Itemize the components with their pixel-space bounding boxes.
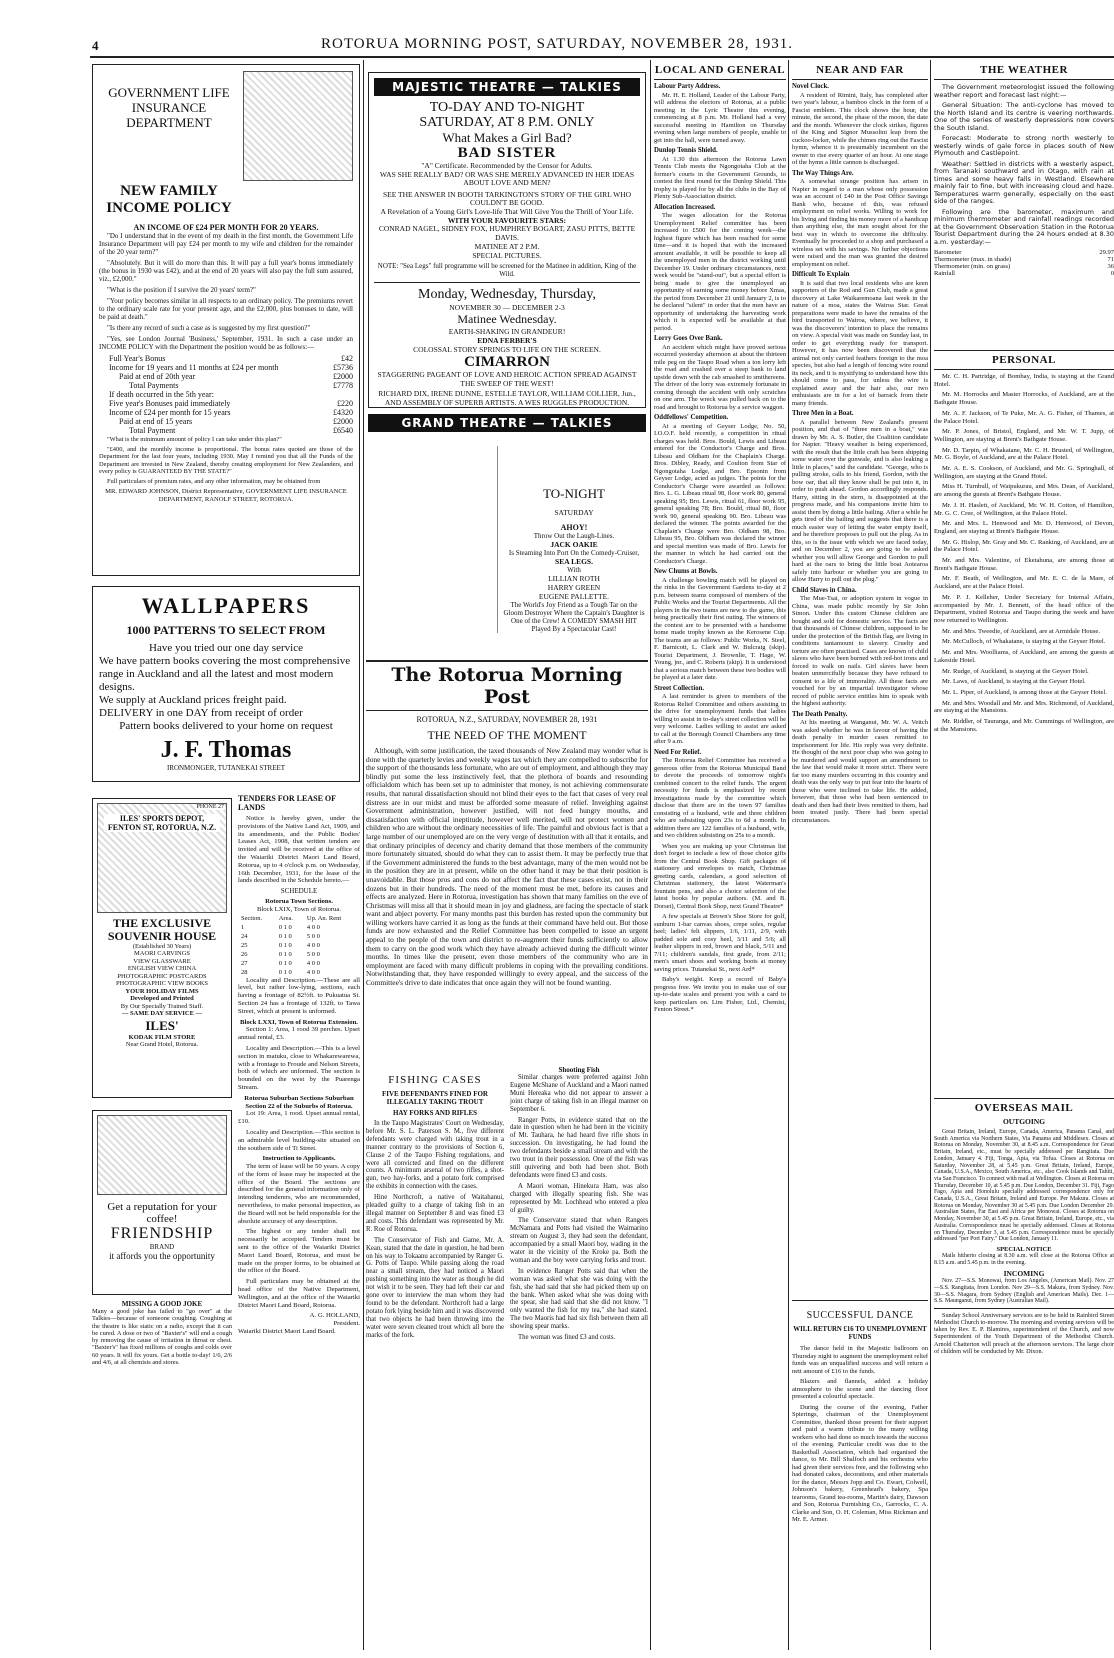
notice-paragraph: Notice is hereby given, under the provisions of the Native Land Act, 1909, and its amendments, and the Public Bodies' Leases Act, 1908, that written tenders are invited and will be received at the office of the Waiariki District Maori Land Board, Rotorua, up to 4 o'clock p.m. on Wednesday, 16th December, 1931, for the lease of the lands described in the Schedule hereto.— [238,815,360,885]
article-paragraph: Similar charges were preferred against John Eugene McShane of Auckland and a Maori named Muni Hereaka who did not appear to answer a joint charge of taking fish in an illegal manner on September 6. [510,1074,648,1113]
signature: A. G. HOLLAND, [309,1312,360,1320]
item-heading: Dunlop Tennis Shield. [654,147,718,154]
notice-subheading: SCHEDULE [280,887,318,896]
wallpapers-ad [92,586,360,782]
table-row: 25 0 1 0 4 0 0 [241,941,320,949]
ad-line: We supply at Auckland prices freight paid. [99,694,287,706]
item-text: Baby's weight. Keep a record of Baby's progress free. We invite you to make use of our up-to-date scales and present you with a card to keep particulars on. Lim Fisher, Ltd., Chemist, Fenton Street.* [654,976,786,1013]
list-item: Mr. P. J. Kelleher, Under Secretary for Internal Affairs, accompanied by Mr. J. Bennett, of the head office of the Department, visited Rotorua and Taupo during the week and have now returned to Wellington. [934,593,1114,624]
film-title: CIMARRON [464,354,550,370]
list-item: Mr. and Mrs. Woodall and Mr. and Mrs. Richmond, of Auckland, are staying at the Mansions. [934,699,1114,715]
list-item: Mr. Rudge, of Auckland, is staying at the Geyser Hotel. [942,667,1089,675]
item-heading: Difficult To Explain [792,271,850,278]
ad-line: TO-NIGHT [543,486,605,501]
ad-line: We have pattern books covering the most comprehensive range in Auckland and all the latest and most modern designs. [99,655,351,693]
iles-souvenir-ad [92,798,232,1098]
article-paragraph: Ranger Potts, in evidence stated that on the date in question when he had been in the vicinity of Mt. Tauhara, he had heard five rifle shots in succession. On investigating, he had found the two defendants beside a small stream and with the two trout in their possession. One of the fish was still quivering and both had been shot. Both defendants were fined £3 and costs. [510,1116,648,1179]
ad-line: A Revelation of a Young Girl's Love-life That Will Give You the Thrill of Your Life. [380,206,634,216]
item-heading: Labour Party Address. [654,83,721,90]
item-text: Sunday School Anniversary services are to be held in Rainbird Street Methodist Church to-morrow. The morning and evening services will be taken by Rev. E. P. Blamires, superintendent of the Church, and now Superintendent of the Youth Department of the Methodist Church. Arnold Chatterton will preach at the afternoon services. The large choir of children will be conducted by Mr. Dixon. [934,1312,1114,1355]
masthead: ROTORUA MORNING POST, SATURDAY, NOVEMBER 28, 1931. [320,36,793,52]
article-paragraph: Blazers and flannels, added a holiday atmosphere to the scene and the dancing floor presented a colourful spectacle. [792,1378,928,1400]
ad-line: "A" Certificate. Recommended by the Censor for Adults. [421,161,593,170]
ad-line: AHOY! [560,523,588,532]
item-heading: The Death Penalty. [792,710,848,718]
successful-dance-article [792,1300,928,1654]
ad-line: By Our Specially Trained Staff. [120,1002,204,1010]
article-subheading: Shooting Fish [558,1066,600,1074]
ad-line: The World's Joy Friend as a Tough Tar on the Gloom Destroyer Where the Captain's Daughter is One of the Crew! A COMEDY SMASH HIT [503,601,645,625]
ad-line: TO-DAY AND TO-NIGHT [429,100,585,115]
item-text: At a meeting of Geyser Lodge, No. 50, I.O.O.F. held recently, a competition in ritual charges was held. Bros. Bould, Lewis and Libeau entered for the Conductor's Charge and Bros. Libeau and Oldham for the Chaplain's Charge. Bros. Dibley, Ready, and Coulton from Star of Ngongotaha Lodge, and Bro. Epsonin from Geyser Lodge, acted as judges. The points for the Conductor's Charge were awarded as follows: Bro. L. G. Libeau ritual 98, floor work 80, general speaking 95; Bro. Lewis, ritual 61, floor work 95, general speaking 78; Bro. Bould, ritual 80, floor work 90, general speaking 90. Bro. Libeau was declared the winner. The points awarded for the Chaplain's Charge were Bro. Oldham 98, Bro. Libeau 95, Bro. Oldham was declared the winner and special mention was made of Bro. Lewis for the manner in which he had carried out the Conductor's Charge. [654,422,786,565]
item-text: Mr. H. E. Holland, Leader of the Labour Party, will address the electors of Rotorua, at a public meeting in the Lyric Theatre this evening, commencing at 8 p.m. Mr. Holland had a very successful meeting in Hamilton on Thursday evening when large numbers of people, unable to get into the hall, were turned away. [654,91,786,144]
ad-paragraph: "Do I understand that in the event of my death in the first month, the Government Life Insurance Department will pay £24 per month to my wife and children for the remainder of the 20 year term?" [99,232,353,256]
near-and-far-column [792,64,928,1194]
advertiser-name: ILES' [145,1017,179,1033]
ad-paragraph: "Is there any record of such a case as is suggested by my first question?" [107,324,311,332]
masthead-rule [90,56,1114,58]
notice-subheading: Instruction to Applicants. [262,1155,336,1163]
ad-lead: AN INCOME OF £24 PER MONTH FOR 20 YEARS. [133,223,319,232]
weather-text: The Government meteorologist issued the following weather report and forecast last night:— [934,83,1114,99]
ad-paragraph: "£400, and the monthly income is proportional. The bonus rates quoted are those of the Department for the last four years, including 1930. May I remind you that all the Funds of the Department are invested in New Zealand, thereby creating employment for New Zealanders, and every policy is GUARANTEED BY THE STATE?" [99,446,353,475]
item-text: A last reminder is given to members of the Rotorua Relief Committee and others assisting in the drive for unemployment funds that ladies willing to assist in to-day's street collection will be very welcome. Ladies willing to assist are asked to call at the Borough Council Chambers any time after 9 a.m. [654,693,786,745]
ad-line: SPECIAL PICTURES. [472,251,542,260]
ad-title: WALLPAPERS [141,593,311,618]
theatre-banner: MAJESTIC THEATRE — TALKIES [374,78,640,96]
ad-paragraph: "Absolutely. But it will do more than this. It will pay a full year's bonus immediately (the bonus in 1930 was £42), and at the end of 20 years will also pay the full sum assured, viz., £2,000." [99,259,353,283]
list-item: Mr. C. H. Partridge, of Bombay, India, is staying at the Grand Hotel. [934,373,1114,388]
section-heading: OUTGOING [1002,1117,1046,1126]
ad-line: EARTH-SHAKING IN GRANDEUR! [448,327,566,336]
list-item: Mr. and Mrs. Woolliams, of Auckland, are among the guests at Lakeside Hotel. [934,649,1114,664]
section-heading: INCOMING [1003,1269,1045,1279]
theatre-banner: GRAND THEATRE — TALKIES [368,414,646,432]
article-subtitle: FIVE DEFENDANTS FINED FOR ILLEGALLY TAKING TROUT [382,1090,488,1106]
film-title: SEA LEGS. [555,557,593,566]
column-rule [650,60,651,1650]
ad-line: BRAND [149,1243,175,1251]
signature: President. [333,1320,360,1328]
item-heading: Three Men in a Boat. [792,410,854,417]
item-heading: The Way Things Are. [792,169,854,177]
item-text: A resident of Rimini, Italy, has completed after two year's labour, a bamboo clock in the form of a Fascist emblem. This clock shows the hour, the minute, the second, the phase of the moon, the date and the month. Whenever the clock strikes, figures of the King and Signor Mussolini leap from the cuckoo-locker, while the chimes ring out the Fascist hymn, whence it is presumably incumbent on the owner to rise every quarter of an hour. At one stage of the hymn a little cannon is discharged. [792,91,928,166]
ad-line: PHOTOGRAPHIC VIEW BOOKS [115,980,209,987]
item-text: The Rotorua Relief Committee has received a generous offer from the Rotorua Municipal Band to devote the proceeds of tomorrow night's combined concert to the relief funds. The urgent necessity for funds is emphasized by recent investigations made by the committee which disclose that there are in the town 97 families consisting of a husband, wife and three children who are subsisting upon 23s to 6d a month. In addition there are 122 families of a husband, wife, and two children subsisting on 25s to a month. [654,757,786,839]
film-title: BAD SISTER [457,145,557,161]
list-item: Miss H. Turnbull, of Waipukurau, and Mrs. Dean, of Auckland, are among the guests at Brent's Bathgate House. [934,483,1114,499]
ad-line: What Makes a Girl Bad? [442,130,572,145]
mail-text: Mails hitherto closing at 8.30 a.m. will close at the Rotorua Office at 8.15 a.m. and 5.45 p.m. in the evening. [934,1252,1114,1266]
ad-line: AND ASSEMBLY OF SUPERB ARTISTS. A WES RUGGLES PRODUCTION. [384,397,630,407]
ad-brand: FRIENDSHIP [110,1225,214,1242]
list-item: Mr. G. Hislop, Mr. Gray and Mr. C. Ranking, of Auckland, are at the Palace Hotel. [934,538,1114,554]
schedule-table: Section. Area. Up. An. Rent 1 0 1 0 4 0 0 24 0 1 0 5 0 0 25 0 1 0 4 0 0 26 0 1 0 5 0 0 27 0 1 0 4 0 0 28 0 1 0 4 0 0 [238,914,360,977]
signature: Waiariki District Maori Land Board. [238,1328,336,1336]
ad-line: ENGLISH VIEW CHINA [127,965,197,972]
notice-paragraph: The term of lease will be 50 years. A copy of the form of lease may be inspected at the office of the Board. The sections are described for the general information only of intending tenderers, who are recommended, nevertheless, to make personal inspection, as the Board will not be held responsible for the absolute accuracy of any description. [238,1163,360,1225]
notice-subheading: Block LXIX, Town of Rotorua. [256,905,342,913]
column-heading: NEAR AND FAR [792,64,928,80]
column-rule [363,60,364,1650]
friendship-coffee-ad [92,1110,232,1295]
article-paragraph: Hine Northcroft, a native of Waitahanui, pleaded guilty to a charge of taking fish in an illegal manner on September 8 and was fined £3 and costs. This defendant was represented by Mr. R. Roe of Rotorua. [366,1194,504,1233]
payments-table: Full Year's Bonus £42 Income for 19 years and 11 months at £24 per month £5736 Paid at end of 20th year £2000 Total Payments £7778 If death occurred in the 5th year: Five year's Bonuses paid immediately £220 Income of £24 per month for 15 years £4320 Paid at end of 15 years £2000 Total Payment £6540 [109,354,353,435]
coffee-tin-illustration-icon [97,1115,227,1195]
ad-line: MAORI CARVINGS [134,950,190,957]
ad-title: THE EXCLUSIVE SOUVENIR HOUSE [107,916,217,943]
article-paragraph: In evidence Ranger Potts said that when the woman was asked what she was doing with the fish, she had said that she had picked them up on the bank. When asked what she was doing with the spear, she had said that she did not know. "I only wanted the fish for my tea," she had stated. The two Maoris had had six fish between them all showing spear marks. [510,1267,648,1331]
shopfront-illustration-icon: PHONE 27 ILES' SPORTS DEPOT, FENTON ST, ROTORUA, N.Z. [97,803,227,913]
article-title: SUCCESSFUL DANCE [806,1310,914,1321]
ad-subtitle: 1000 PATTERNS TO SELECT FROM [126,623,326,637]
article-subtitle: HAY FORKS AND RIFLES [392,1109,478,1117]
notice-paragraph: Lot 19: Area, 1 rood. Upset annual rental, £10. [238,1110,360,1126]
ad-line: CONRAD NAGEL, SIDNEY FOX, HUMPHREY BOGART, ZASU PITTS, BETTE DAVIS. [378,224,636,242]
ad-paragraph: "What is the minimum amount of policy I can take under this plan?" [107,436,282,443]
ad-line: Played By a Spectacular Cast! [531,625,617,633]
ad-paragraph: "What is the position if I survive the 20 years' term?" [107,286,256,294]
list-item: Mr. F. Beath, of Wellington, and Mr. E. C. de la Mare, of Auckland, are at the Palace Hotel. [934,575,1114,591]
item-text: It is said that two local residents who are keen supporters of the Rod and Gun Club, made a great discovery at Lake Waikaremoana last week in the nature of a moa, states the Wairoa Star. Great preparations were made to have the remains of the bird transported to Wairoa, where, we believe, it was the discoverers' intention to place the remains on view. A special visit was made on Sunday last, in order to get everything ready for transport. However, it has now been discovered that the animal not only carried feathers foreign to the moa species, but also had a length of fencing wire round its neck, and it is mystifying to understand how this should come to pass, for unless the wire is explained away and the hair also, our two enthusiasts are in for a lot of barrack from their many friends. [792,279,928,407]
weather-readings: Barometer 29.97 Thermometer (max. in shade) 71 Thermometer (min. on grass) 36 Rainfall 0 [934,249,1114,277]
column-rule [788,60,789,1650]
item-heading: Need For Relief. [654,748,702,756]
tenders-notice [238,794,360,1604]
table-row: 1 0 1 0 4 0 0 [241,923,320,931]
ad-line: Pattern books delivered to your home on request [119,720,333,732]
weather-text: General Situation: The anti-cyclone has moved to the North Island and its centre is veering northwards. One of the series of westerly depressions now covers the South Island. [934,101,1114,132]
fishing-cases-article [366,1066,648,1586]
list-item: Mr. A. E. S. Cookson, of Auckland, and Mr. G. Springhall, of Wellington, are staying at the Grand Hotel. [934,465,1114,480]
ad-line: EUGENE PALLETTE. [538,592,610,601]
ad-line: KODAK FILM STORE [128,1033,196,1041]
list-item: Mr. L. Piper, of Auckland, is among those at the Geyser Hotel. [942,688,1107,696]
notice-subheading: Rotorua Suburban Sections Suburban Section 22 of the Suburbs of Rotorua. [244,1094,354,1110]
ad-line: Matinee Wednesday. [457,312,557,326]
item-heading: Street Collection. [654,684,705,692]
list-item: Mr. Riddler, of Tauranga, and Mr. Cummings of Wellington, are at the Mansions. [934,718,1114,733]
ad-contact: MR. EDWARD JOHNSON, District Representative, GOVERNMENT LIFE INSURANCE DEPARTMENT, RANOLF STREET, ROTORUA. [105,488,347,503]
item-text: A parallel between New Zealand's present position, and that of "three men in a boat," was drawn by Mr. A. S. Butler, the Coalition candidate for Napier. "Heavy weather is being experienced, with the result that the little craft has been shipping some water over the gunwale, and is also leaking a little in places," said the candidate. "George, who is pulling stroke, calls to his friend, Gordon, with the bow oar, that all they know shall be put into it, in order to push ahead. Gordon accordingly responds. Harry, sitting in the stern, is disappointed at the progress made, and his companions invite him to assist them by doing a little bailing. After a while he gets tired of the bailing and suggests that there is a much easier way of letting the water empty itself, and he therefore proposes to pull out the plug. As in this, so is the issue with which we are faced today, and on December 2, you are going to be asked whether you will allow George and Gordon to pull hard at the oars to bring the little boat Aotearoa safely into harbour or whether you are going to allow Harry to pull out the plug." [792,418,928,583]
notice-paragraph: Full particulars may be obtained at the head office of the Native Department, Wellington, and at the office of the Waiariki District Maori Land Board, Rotorua. [238,1278,360,1309]
list-item: Mr. A. F. Jackson, of Te Puke, Mr. A. G. Fisher, of Thames, at the Palace Hotel. [934,409,1114,425]
list-item: Mr. and Mrs. Tweedie, of Auckland, are at Armidale House. [942,627,1100,635]
ad-line: With [567,566,581,574]
ad-line: Near Grand Hotel, Rotorua. [125,1040,199,1048]
editorial [366,660,648,1060]
item-text: At his meeting at Wanganui, Mr. W. A. Veitch was asked whether he was in favour of having the death penalty in murder cases remitted to imprisonment for life. His reply was very definite. He thought of the next poor chap who was going to be murdered and would support an amendment to the law that would make it more strict. There were far too many murders occurring in this country and death was the only way to put fear into the hearts of those who were inclined to take life. He added, however, that those who had been sentenced to death and then had their lives remitted to them, had been treated justly. There had been special circumstances. [792,719,928,824]
table-row: 27 0 1 0 4 0 0 [241,959,320,967]
column-heading: LOCAL AND GENERAL [654,64,786,80]
weather-text: Forecast: Moderate to strong north westerly to westerly winds of gale force in places south of New Plymouth and Castlepoint. [934,134,1114,157]
ad-line: — SAME DAY SERVICE — [121,1010,203,1017]
ad-line: Have you tried our one day service [149,642,303,654]
ad-line: WAS SHE REALLY BAD? OR WAS SHE MERELY ADVANCED IN HER IDEAS ABOUT LOVE AND MEN? [379,169,635,187]
notice-text: Many a good joke has failed to "go over" at the Talkies—because of someone coughing. Coughing at the theatre is like static on a radio, except that it can be cured. A dose or two of "Baxter's" will end a cough by removing the cause of irritation in throat or chest. "Baxter's" has fixed millions of coughs and colds over 60 years. It will fix yours. Get a bottle to-day! 1/6, 2/6 and 4/6, at all chemists and stores. [92,1308,232,1367]
newspaper-flag: The Rotorua Morning Post [391,664,623,708]
page-number: 4 [92,38,99,53]
ad-line: Is Steaming Into Port On the Comedy-Cruiser, [508,549,640,557]
ad-line: PHOTOGRAPHIC POSTCARDS [117,972,207,980]
notice-paragraph: Locality and Description.—These are all level, but rather low-lying, sections, each having a frontage of 82½ft. to Pukuatua St. Section 24 has a frontage of 132ft. to Tawa Street, which at present is unformed. [238,976,360,1015]
ad-line: HARRY GREEN [547,583,601,592]
ad-line: Monday, Wednesday, Thursday, [418,287,596,302]
list-item: Mr. D. Tarpin, of Whakatane, Mr. C. H. Brusted, of Wellington, Mr. G. Boyle, of Auckland, are at the Palace Hotel. [934,446,1114,462]
ad-paragraph: Full particulars of premium rates, and any other information, may be obtained from [107,478,321,486]
table-row: 24 0 1 0 5 0 0 [241,932,320,940]
mail-text: Nov. 27—S.S. Monowai, from Los Angeles, (American Mail). Nov. 27—S.S. Rangitata, from London. Nov 29—S.S. Makura, from Sydney. Nov. 30—S.S. Niagara, from Sydney (English and American Mails). Dec. 1—S.S. Maunganui, from Sydney (Australian Mail). [934,1278,1114,1305]
notice-heading: MISSING A GOOD JOKE [121,1300,203,1308]
ad-line: VIEW GLASSWARE [133,957,191,965]
item-text: At 1.30 this afternoon the Rotorua Lawn Tennis Club meets the Ngongotaha Club at the former's courts in the Government Grounds, to contest the first round for the Dunlop Shield. This trophy is played for by all the clubs in the Bay of Plenty Sub-Association district. [654,155,786,200]
advertiser-address: IRONMONGER, TUTANEKAI STREET [166,764,286,772]
item-text: The wages allocation for the Rotorua Unemployment Relief committee has been increased to £500 for the coming week—the highest figure which has been reached for some time—and it is hoped that with the increased amount available, it will be possible to keep all the unemployed men in the district working until December 19. Under ordinary circumstances, next week would be "stand-out", but a special effort is being made to give the unemployed an opportunity of earning some money before Xmas, the period from December 21 until January 2, is to be declared "silent" in order that the men have an opportunity of undertaking the harvesting work which it is expected will be available at that period. [654,212,786,332]
ad-line: NOVEMBER 30 — DECEMBER 2-3 [449,303,565,312]
item-heading: Allocation Increased. [654,203,716,211]
article-paragraph: A Maori woman, Hinekura Ham, was also charged with illegally spearing fish. She was represented by Mr. Lochhead who entered a plea of guilty. [510,1182,648,1214]
list-item: Mr. and Mrs. Valentine, of Eketahuna, are among those at Brent's Bathgate House. [934,557,1114,572]
item-heading: New Chums at Bowls. [654,568,718,575]
ad-line: SATURDAY, AT 8 P.M. ONLY [419,115,595,130]
article-paragraph: During the course of the evening, Father Spierings, chairman of the Unemployment Committee, thanked those present for their support and paid a warm tribute to the many willing workers who had done so much towards the success of the evening. Particular credit was due to the Basketball Association, which had organised the dance, to Mr. Bill Shalfoch and his orchestra who had given their services free, and the following who had donated cakes, decorations, and other materials for the dance, Messrs Jopp and Co. Ewart, Colwell, Johnson's bakery, Greenhead's bakery, Spa tearooms, Grand tea-rooms, Martin's dairy, Dawson and Son, Rotorua Furnishing Co., Garrocks, C. A. Clarke and Son, O. H. Coleman, Miss Rickman and Mr. E. Armer. [792,1403,928,1523]
item-heading: Oddfellows' Competition. [654,414,729,421]
item-heading: Lorry Goes Over Bank. [654,335,723,342]
mail-text: Great Britain, Ireland, Europe, Canada, America, Panama Canal, and South America via Northern States, Via Panama and Middlesex. Closes at Rotorua on Monday, November 30, at 8.45 a.m. Correspondence for Great Britain, Ireland, etc., must be specially addressed per Rangitata. Due London, January 4. Fiji, Tonga, Apia, via Tofua. Closes at Rotorua on Saturday, November 28, at 5.45 p.m. Great Britain, Ireland, Europe, Canada, U.S.A., Mexico, South America, etc., also Cook Islands and Tahiti, via San Francisco. To connect with mail at Wellington. Closes at Rotorua on Thursday, December 10, at 5.45 p.m. Due London, December 31. Fiji, Fago Fago, Apia and Honolulu specially addressed correspondence only for Canada, U.S.A., Great Britain, Ireland and Europe. Per Makura. Closes at Rotorua on Monday, November 30 at 5.45 p.m. Due London December 29. Australian States, Far East and Africa per Monowai. Closes at Rotorua on Monday, November 30, at 5.45 p.m. Great Britain, Ireland, Europe, etc., via Australia. Correspondence must be specially addressed. Closes at Rotorua on Thursday, December 3, at 5.45 p.m. Correspondence must be specially addressed "per Port Fairy." Due London, January 11. [934,1129,1114,1243]
ad-line: DELIVERY in one DAY from receipt of order [99,707,303,719]
majestic-theatre-ad [368,72,646,408]
ad-line: LILLIAN ROTH [548,574,600,583]
item-heading: Novel Clock. [792,83,830,90]
column-heading: OVERSEAS MAIL [934,1098,1114,1114]
local-and-general-column [654,64,786,1654]
ad-line: STAGGERING PAGEANT OF LOVE AND HEROIC ACTION SPREAD AGAINST THE SWEEP OF THE WEST! [377,370,637,388]
list-item: Mr. and Mrs. L. Henwood and Mr. D. Henwood, of Devon, England, are staying at Brent's Bathgate House. [934,520,1114,535]
notice-subheading: Rotorua Town Sections. [265,897,333,905]
ad-line: RICHARD DIX, IRENE DUNNE, ESTELLE TAYLOR, WILLIAM COLLIER, Jun., [378,389,636,398]
weather-text: Following are the barometer, maximum and minimum thermometer and rainfall readings recorded at the Government Observation Station in the Rotorua Tourist Department during the 24 hours ended at 8.30 a.m. yesterday:— [934,207,1114,246]
item-text: A few specials at Brown's Shoe Store for golf, sunburn 1-bar canvas shoes, crepe soles, regular heel; ladies' felt slippers, 1/6, 1/11, 2/9, with padded sole and cosy heel, 3/11 and 5/6; all leather slippers in red, brown and black, 5/11 and 7/11; children's sandals, first grade, from 2/11; men's smart shoes and working boots at money saving prices. Tutanekai St., next Ard* [654,913,786,973]
item-text: A challenge bowling match will be played on the rinks in the Government Gardens to-day at 2 p.m. between teams composed of members of the Public Works and the Tourist Departments. All the players in the two teams are new to the game, this being practically their first outing. The winners of the contest are to be presented with a handsome home made trophy known as the Kerosene Cup. The teams are as follows: Public Works, N. Steel, F. Barnicott, L. Clark and W. Bulcraig (skip). Tourist Department, J. Brownlie, T. Hage, W. Young, jnr., and C. Roberts (skip). It is understood that a serious match between these two bodies will be played at a later date. [654,576,786,681]
illustration-icon [243,71,353,181]
list-item: Mr. Laws, of Auckland, is staying at the Geyser Hotel. [942,678,1086,686]
grand-theatre-ad [368,414,646,652]
article-paragraph: The Conservator of Fish and Game, Mr. A. Kean, stated that the date in question, he had been on his way to Tokaanu accompanied by Ranger G. G. Potts of Taupo. While passing along the road near a small stream, they had noticed a Maori pushing something into the water as though he did not wish it to be seen. They had left their car and gone over to interview the man whom they had found to be the defendant. Northcroft had a large potato fork lying beside him and it was discovered that two objects he had been throwing into the water were seven cleaned trout which all bore the marks of the fork. [366,1236,504,1339]
ad-title: GOVERNMENT LIFE INSURANCE DEPARTMENT [108,85,230,130]
column-heading: PERSONAL [934,350,1114,370]
ad-line: Developed and Printed [130,995,194,1002]
weather-column [934,64,1114,344]
list-item: Mr. M. Horrocks and Master Horrocks, of Auckland, are at the Bathgate House. [934,391,1114,407]
table-row: 26 0 1 0 5 0 0 [241,950,320,958]
table-row: 28 0 1 0 4 0 0 [241,968,320,976]
ad-line: SATURDAY [554,508,594,517]
ad-subtitle: NEW FAMILY INCOME POLICY [106,183,232,216]
baxters-notice [92,1300,232,1402]
notice-paragraph: Locality and Description.—This section is an admirable level building-site situated on the southern side of Ti Street. [238,1128,360,1152]
ad-line: Throw Out the Laugh-Lines. [533,532,615,540]
item-heading: Child Slaves in China. [792,586,857,594]
list-item: Mr. McCulloch, of Whakatane, is staying at the Geyser Hotel. [942,638,1106,646]
overseas-mail-column [934,1098,1114,1654]
column-heading: THE WEATHER [934,64,1114,80]
notice-heading: TENDERS FOR LEASE OF LANDS [238,794,336,812]
ad-paragraph: "Yes, see London Journal 'Business,' September, 1931. In such a case under an INCOME POLICY with the Department the position would be as follows:— [99,335,353,351]
notice-subheading: Block LXXI, Town of Rotorua Extension. [240,1018,358,1026]
ad-line: YOUR HOLIDAY FILMS [125,987,199,995]
notice-paragraph: Locality and Description.—This is a level section in matuku, close to Whakarewarewa, with a frontage to Froude and Nelson Streets, both of which are unformed. The section is bounded on the west by the Puarenga Stream. [238,1044,360,1091]
item-text: An accident which might have proved serious occurred yesterday afternoon at about the thirteen mile peg on the Taupo Road when a ton lorry left the road and crashed over a steep bank to land upside down with the cab smashed to smithereens. The driver of the lorry was extremely fortunate in coming through the accident with only scratches on one arm. The wreck was pulled back on to the road and brought to Rotorua by a service waggon. [654,343,786,411]
item-text: When you are making up your Christmas list don't forget to include a few of those choice gifts from the Central Book Shop. Gift packages of stationery and envelopes to match, Christmas greeting cards, calendars, a good selection of Christmas stationery, the latest Waterman's fountain pens, and also a choice selection of the latest books by popular authors. (M. and B. Dorset), Central Book Shop, next Grand Theatre* [654,842,786,910]
editorial-text: Although, with some justification, the taxed thousands of New Zealand may wonder what is done with the quarterly levies and weekly wages tax which they are compelled to subscribe for the support of the thousands less fortunate, who are out of employment, and although they may blindly put some the less instinctively feel, that the plethora of boards and resounding officialdom which has been set up to administer that money, is not achieving commensurate results, that natural dissatisfaction should not blind their eyes to the fact that cases of very real distress are in our midst and must be afforded some measure of relief. Inveighing against Government administration, however justified, will not feed hungry mouths, and dissatisfaction with official ineptitude, however well merited, will not protect women and children who are without the ordinary necessities of life. The painful and obvious fact is that a large number of our unemployed are on the very verge of destitution with all that it entails, and that ordinary principles of decency and charity demand that those members of the community more fortunately situated, should do what they can to assist them. It may be perfectly true that if the Government administered the funds to the best advantage, many of the men would not be in the position they are in at present, while on the other hand it may be that their position is unavoidable. But those pros and cons do not affect the fact that these cases exist, not in their dozens but in their hundreds. The need of the moment must be met, before its causes and effects are analyzed. Here in Rotorua, investigation has shown that many families on the eve of Christmas will miss all that it should mean in joy and gladness, are facing the spectacle of stark want and abject poverty. For many months past this burden has rested upon the community but willing workers have carried it as long as the funds at their command have held out. But those funds are now exhausted and the Relief Committee has been compelled to issue an urgent appeal to the people of the town and district to re-augment their funds sufficiently to allow them to carry on the good work which they have already achieved during the difficult winter months. In times like the present, even those members of the community who are in employment are faced with many difficult problems in coping with the prevailing conditions. Notwithstanding that, they have responded willingly to every appeal, and the success of the Committee's drive to date indicates that once again they will not be found wanting. [366,746,648,988]
government-insurance-ad [92,64,360,576]
list-item: Mr. J. H. Haslett, of Auckland, Mr. W. H. Cotton, of Hamilton, Mr. G. C. Cree, of Wellington, at the Palace Hotel. [934,501,1114,517]
ad-line: COLOSSAL STORY SPRINGS TO LIFE ON THE SCREEN. [413,345,601,354]
ad-line: JACK OAKIE [550,540,598,549]
ad-line: EDNA FERBER'S [477,336,537,345]
personal-column [934,350,1114,1090]
ad-line: Get a reputation for your coffee! [107,1201,217,1225]
article-subtitle: WILL RETURN £16 TO UNEMPLOYMENT FUNDS [793,1326,927,1341]
item-text: A somewhat strange position has arisen in Napier in regard to a man whose only possession was an account of £40 in the Post Office Savings Bank who, because of this, was refused employment on relief works. Willing to work for his living and finding his money more of a handicap than anything else, the man sought about for the best way in which to overcome the difficulty. Eventually he proceeded to a shop and purchased a wireless set with his savings. No further objections were raised and the man was granted the desired employment on relief. [792,178,928,268]
ad-line: WITH YOUR FAVOURITE STARS: [447,216,567,225]
article-paragraph: The dance held in the Majestic ballroom on Thursday night to augment the unemployment relief funds was an unqualified success and will return a nett amount of £16 to the funds. [792,1345,928,1375]
ad-line: (Established 30 Years) [132,943,192,950]
editorial-title: THE NEED OF THE MOMENT [427,728,587,742]
column-rule [930,60,931,1650]
advertiser-name: J. F. Thomas [160,737,292,763]
list-item: Mr. P. Jones, of Bristol, England, and Mr. W. T. Jupp, of Wellington, are staying at Brent's Bathgate House. [934,428,1114,443]
ad-line: MATINEE AT 2 P.M. [474,242,540,251]
section-heading: SPECIAL NOTICE [996,1245,1052,1253]
ad-line: SEE THE ANSWER IN BOOTH TARKINGTON'S STORY OF THE GIRL WHO COULDN'T BE GOOD. [382,189,632,207]
article-paragraph: The Conservator stated that when Rangers McNamara and Potts had visited the Waimarino stream on August 3, they had seen the defendant, accompanied by a small Maori boy, wading in the water in the vicinity of the Kroke pa. Both the woman and the boy were carrying forks and trout. [510,1217,648,1264]
notice-paragraph: Section 1: Area, 1 rood 39 perches. Upset annual rental, £3. [238,1026,360,1042]
article-paragraph: The woman was fined £3 and costs. [518,1334,616,1342]
article-paragraph: In the Taupo Magistrates' Court on Wednesday, before Mr. S. L. Paterson S. M., five different defendants were charged with taking trout in a manner contrary to the provisions of Section 6, Clause 2 of the Taupo Fishing regulations, and were all convicted and fined on the different counts. A minimum arsenal of two rifles, a shot-gun, two hay-forks, and a potato fork comprised the exhibits in connection with the cases. [366,1120,504,1191]
ad-line: it affords you the opportunity [109,1251,215,1261]
notice-paragraph: The highest or any tender shall not necessarily be accepted. Tenders must be sent to the office of the Waiariki District Maori Land Board, Rotorua, and must be made on the proper forms, to be obtained at the office of the Board. [238,1228,360,1275]
ad-line: NOTE: "Sea Legs" full programme will be screened for the Matinee in addition, King of the Wild. [377,262,637,278]
weather-text: Weather: Settled in districts with a westerly aspect, from Taranaki southward and in Otago, with rain at times and some heavy falls in Westland. Elsewhere mainly fair to fine, but with increasing cloud and haze. Temperatures warm generally, especially on the east side of the ranges. [934,159,1114,205]
article-title: FISHING CASES [388,1074,482,1086]
dateline: ROTORUA, N.Z., SATURDAY, NOVEMBER 28, 1931 [416,715,598,724]
item-text: The Mue-Tsai, or adoption system in vogue in China, was made public recently by Sir John Simon. Under this custom Chinese children are bought and sold for domestic service. The facts are that thousands of Chinese children, supposed to be under the protection of the British flag, are living in conditions tantamount to slavery. Cruelty and torture are often practised. Cases are known of child slaves who have been burned with red-hot irons and forced to walk on nails. Girl slaves have been beaten unmercifully because they have refused to consent to a life of immorality. All these facts are vouched for by an impartial investigator whose record of public service entitles him to speak with the highest authority. [792,595,928,707]
ad-paragraph: "Your policy becomes similar in all respects to an ordinary policy. The premiums revert to the ordinary scale rate for your present age, and the £2,000, plus bonuses to date, will be paid at death." [99,297,353,321]
